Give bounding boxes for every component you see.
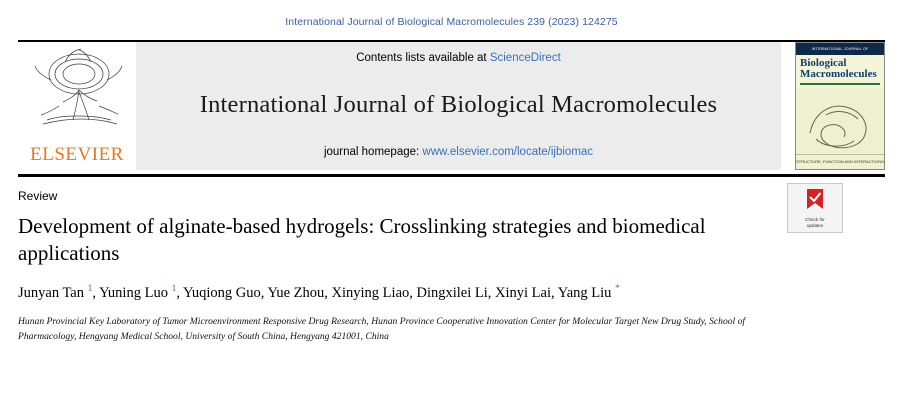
sciencedirect-link[interactable]: ScienceDirect [489, 52, 561, 64]
affiliation-text: Hunan Provincial Key Laboratory of Tumor Microenvironment Responsive Drug Research, Hunan Province Cooperative Innovation Center for Molecular Target New Drug Study, School of Pharmacology, Hengyang Medical School, University of South China, Hengyang 421001, China [18, 316, 746, 342]
homepage-prefix: journal homepage: [323, 146, 420, 158]
elsevier-publisher-logo [18, 42, 136, 170]
cover-title-line2: Macromolecules [800, 68, 877, 81]
crossmark-badge[interactable] [787, 183, 843, 233]
cover-top-strip: INTERNATIONAL JOURNAL OF [796, 43, 884, 55]
elsevier-wordmark: ELSEVIER [30, 144, 124, 165]
contents-prefix: Contents lists available at [356, 52, 487, 64]
cover-title [796, 55, 884, 82]
crossmark-check-icon [805, 188, 825, 215]
journal-cover-thumbnail[interactable] [795, 42, 885, 170]
elsevier-tree-icon [29, 46, 125, 130]
cover-rule [800, 83, 880, 85]
running-head: International Journal of Biological Macromolecules 239 (2023) 124275 [285, 16, 618, 28]
cover-artwork [796, 89, 884, 153]
crossmark-label-line1: Check for [805, 216, 825, 222]
crossmark-label [805, 217, 825, 228]
journal-homepage-line [324, 146, 593, 158]
journal-masthead [18, 40, 885, 170]
masthead-center [136, 42, 781, 170]
crossmark-label-line2: updates [806, 222, 824, 228]
article-type-label: Review [18, 189, 58, 203]
journal-title: International Journal of Biological Macromolecules [199, 91, 718, 118]
contents-lists-line [356, 52, 561, 64]
journal-homepage-link[interactable]: www.elsevier.com/locate/ijbiomac [422, 146, 594, 158]
article-header [18, 177, 885, 344]
author-list: Junyan Tan $^1$, Yuning Luo $^1$, Yuqiong Guo, Yue Zhou, Xinying Liao, Dingxilei Li, Xinyi Lai, Yang Liu * [18, 283, 620, 301]
cover-bottom-strip: STRUCTURE, FUNCTION AND INTERACTIONS [796, 154, 884, 169]
cover-title-line1: Biological [800, 57, 847, 69]
page-title: Development of alginate-based hydrogels: Crosslinking strategies and biomedical applications [18, 214, 706, 265]
